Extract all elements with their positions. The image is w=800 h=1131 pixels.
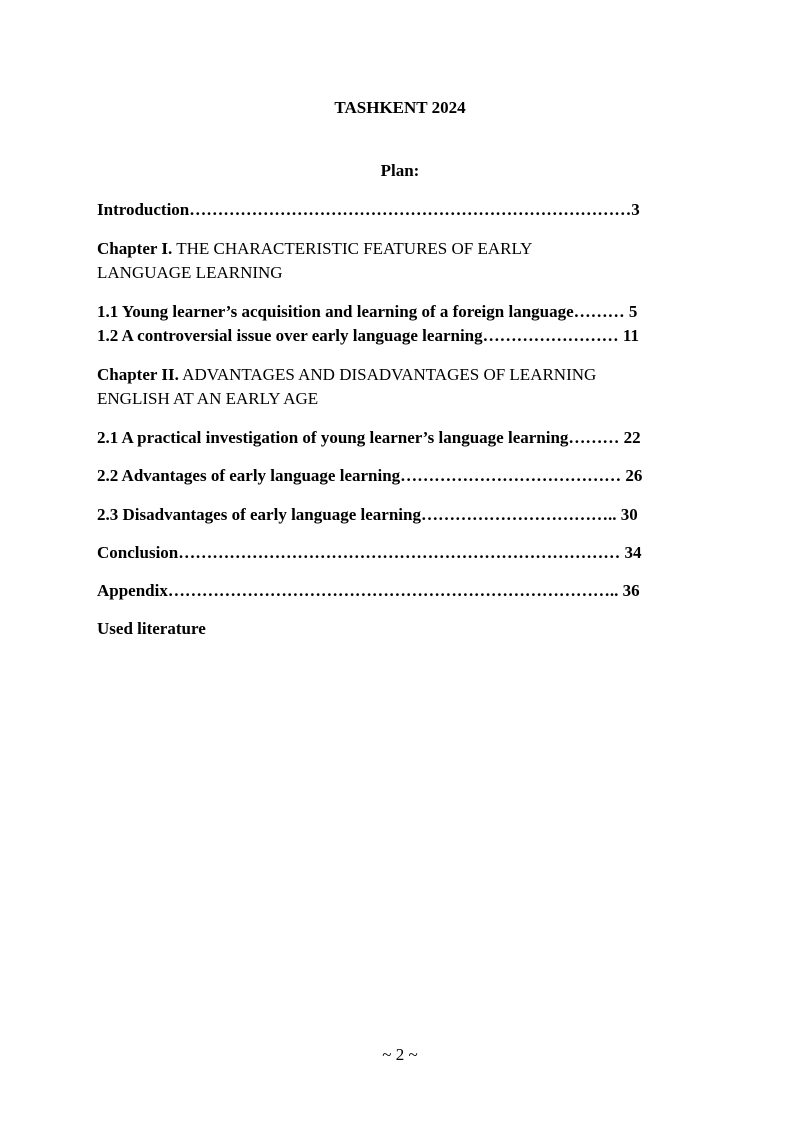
toc-introduction: Introduction……………………………………………………………………3	[97, 200, 640, 219]
city-year-heading: TASHKENT 2024	[334, 98, 466, 117]
toc-section-1-1: 1.1 Young learner’s acquisition and learning of a foreign language……… 5	[97, 302, 638, 321]
toc-used-literature: Used literature	[97, 619, 206, 638]
toc-section-2-3: 2.3 Disadvantages of early language learning…………………………….. 30	[97, 505, 638, 524]
toc-conclusion: Conclusion…………………………………………………………………… 34	[97, 543, 642, 562]
chapter-2-number: Chapter II.	[97, 365, 179, 384]
page-number-footer: ~ 2 ~	[382, 1045, 418, 1064]
toc-chapter-2-line-2: ENGLISH AT AN EARLY AGE	[97, 389, 319, 408]
toc-appendix: Appendix…………………………………………………………………….. 36	[97, 581, 640, 600]
chapter-1-title-part-1: THE CHARACTERISTIC FEATURES OF EARLY	[172, 239, 533, 258]
toc-section-2-1: 2.1 A practical investigation of young learner’s language learning……… 22	[97, 428, 641, 447]
chapter-1-number: Chapter I.	[97, 239, 173, 258]
toc-chapter-1-line-1	[97, 236, 532, 261]
plan-title: Plan:	[380, 161, 420, 180]
toc-chapter-2-line-1	[97, 362, 596, 387]
chapter-2-title-part-1: ADVANTAGES AND DISADVANTAGES OF LEARNING	[178, 365, 597, 384]
toc-section-1-2: 1.2 A controversial issue over early language learning…………………… 11	[97, 326, 639, 345]
toc-section-2-2: 2.2 Advantages of early language learning………………………………… 26	[97, 466, 643, 485]
toc-chapter-1-line-2: LANGUAGE LEARNING	[97, 263, 283, 282]
